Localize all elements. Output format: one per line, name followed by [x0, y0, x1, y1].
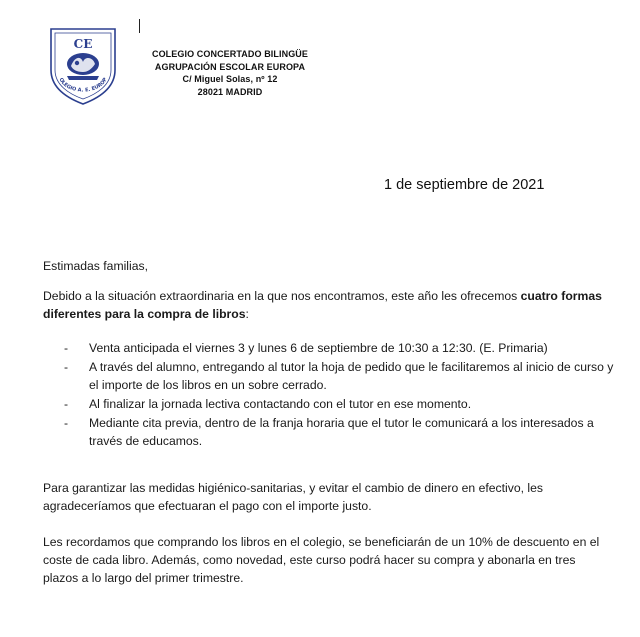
logo-motto: OLEGIO A. E. EUROP: [57, 76, 109, 94]
school-letterhead: [140, 48, 320, 98]
text-cursor: [139, 19, 140, 33]
letterhead-address: C/ Miguel Solas, nº 12: [182, 74, 278, 84]
intro-colon: :: [245, 307, 249, 321]
list-item: [43, 358, 618, 394]
list-item-text: A través del alumno, entregando al tutor la hoja de pedido que le facilitaremos al inicio de curso y el importe de los libros en un sobre cerrado.: [89, 360, 614, 392]
list-item: [43, 414, 618, 450]
school-logo: [47, 26, 119, 106]
payment-paragraph: Para garantizar las medidas higiénico-sanitarias, y evitar el cambio de dinero en efectivo, les agradeceríamos que efectuaran el pago con el importe justo.: [43, 481, 543, 513]
discount-paragraph: Les recordamos que comprando los libros en el colegio, se beneficiarán de un 10% de descuento en el coste de cada libro. Además, como novedad, este curso podrá hacer su compra y abonarla en tres plazos a lo largo del primer trimestre.: [43, 535, 600, 585]
intro-bold-text: cuatro formas diferentes para la compra de libros: [43, 289, 602, 321]
letter-date: 1 de septiembre de 2021: [384, 177, 545, 193]
list-item: [43, 339, 618, 357]
list-dash: -: [64, 341, 69, 355]
list-dash: -: [64, 416, 69, 430]
letterhead-line-2: AGRUPACIÓN ESCOLAR EUROPA: [154, 61, 306, 72]
purchase-options-list: [43, 339, 618, 451]
intro-text: Debido a la situación extraordinaria en la que nos encontramos, este año les ofrecemos: [43, 289, 521, 303]
greeting: Estimadas familias,: [43, 259, 148, 273]
list-item-text: Mediante cita previa, dentro de la franja horaria que el tutor le comunicará a los interesados a través de educamos.: [89, 416, 594, 448]
letterhead-line-1: COLEGIO CONCERTADO BILINGÜE: [151, 49, 309, 59]
school-crest-icon: [47, 26, 119, 106]
list-dash: -: [64, 360, 69, 374]
list-dash: -: [64, 397, 69, 411]
list-item: [43, 395, 618, 413]
letterhead-city: 28021 MADRID: [197, 86, 263, 97]
list-item-text: Venta anticipada el viernes 3 y lunes 6 de septiembre de 10:30 a 12:30. (E. Primaria): [89, 341, 548, 355]
list-item-text: Al finalizar la jornada lectiva contactando con el tutor en ese momento.: [89, 397, 472, 411]
logo-initials: CE: [73, 37, 93, 51]
intro-paragraph: [43, 287, 613, 323]
